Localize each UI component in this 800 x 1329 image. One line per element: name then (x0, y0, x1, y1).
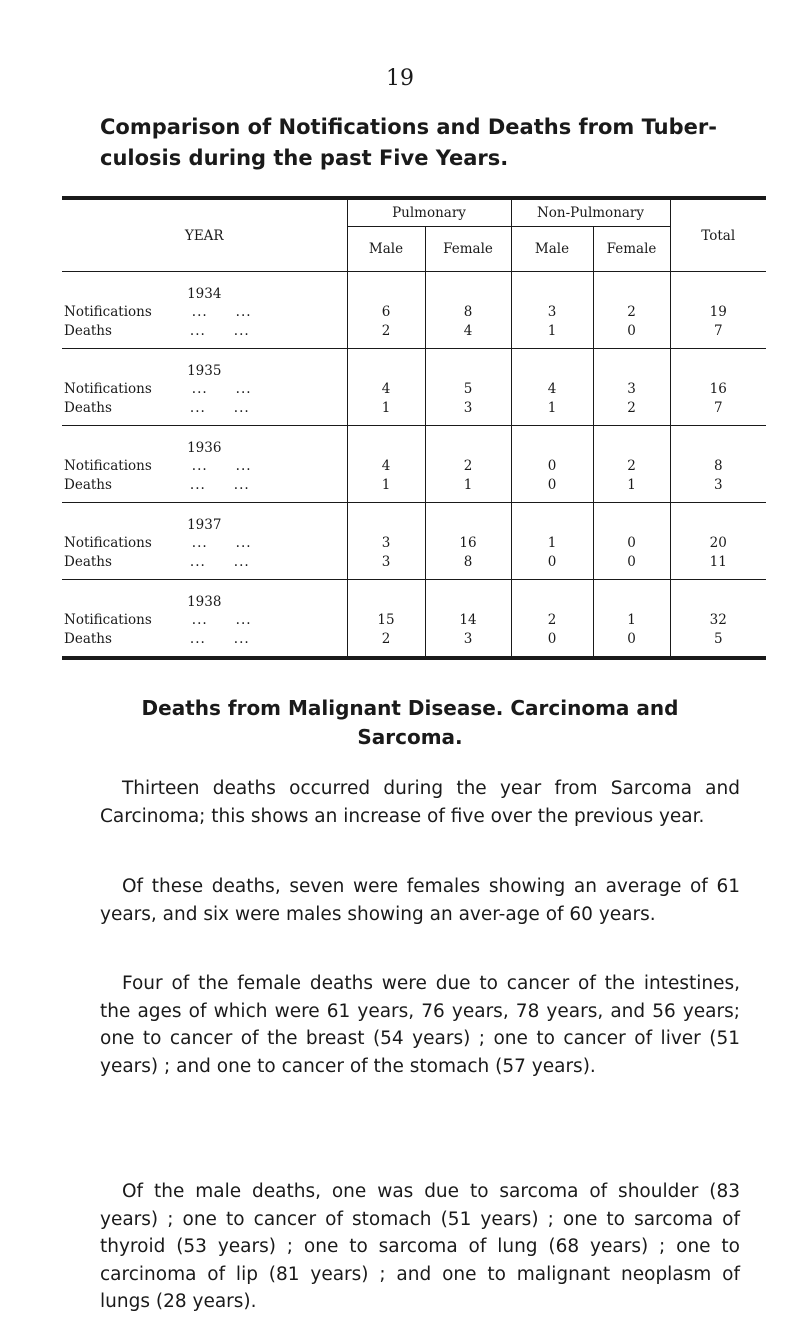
cell-value: 19 (670, 302, 766, 321)
year-label: 1936 (187, 440, 222, 456)
cell-value: 0 (593, 552, 670, 580)
year-row (62, 426, 766, 457)
cell-value: 0 (511, 552, 593, 580)
row-label: Notifications ... ... (64, 303, 252, 320)
row-label: Deaths ... ... (62, 552, 347, 580)
year-label: 1935 (187, 363, 222, 379)
year-row (62, 580, 766, 611)
notifications-row (62, 302, 766, 321)
cell-value: 3 (593, 379, 670, 398)
non-pulmonary-header: Non-Pulmonary (511, 198, 670, 227)
row-label: Deaths ... ... (62, 321, 347, 349)
row-label: Notifications ... ... (64, 534, 252, 551)
cell-value: 3 (347, 533, 425, 552)
notifications-row (62, 610, 766, 629)
year-row (62, 503, 766, 534)
row-label: Deaths ... ... (62, 398, 347, 426)
cell-value: 1 (347, 475, 425, 503)
cell-value: 0 (511, 456, 593, 475)
cell-value: 5 (425, 379, 511, 398)
paragraph-3: Four of the female deaths were due to cancer of the intestines, the ages of which were 61 years, 76 years, 78 years, and 56 years; one to cancer of the breast (54 years) ; one to cancer of liver (51 years) ; and one to cancer of the stomach (57 years). (100, 973, 740, 1077)
cell-value: 1 (511, 321, 593, 349)
year-header: YEAR (62, 198, 347, 272)
cell-value: 0 (593, 629, 670, 658)
cell-value: 8 (425, 552, 511, 580)
deaths-row (62, 552, 766, 580)
cell-value: 1 (511, 533, 593, 552)
cell-value: 0 (511, 629, 593, 658)
row-label: Deaths ... ... (62, 475, 347, 503)
deaths-row (62, 475, 766, 503)
total-header: Total (670, 198, 766, 272)
non-pulmonary-female-header: Female (593, 227, 670, 272)
cell-value: 4 (511, 379, 593, 398)
cell-value: 20 (670, 533, 766, 552)
cell-value: 16 (670, 379, 766, 398)
cell-value: 2 (593, 456, 670, 475)
cell-value: 3 (425, 629, 511, 658)
cell-value: 3 (425, 398, 511, 426)
cell-value: 11 (670, 552, 766, 580)
cell-value: 1 (425, 475, 511, 503)
row-label: Notifications ... ... (64, 457, 252, 474)
cell-value: 1 (593, 610, 670, 629)
year-label: 1934 (187, 286, 222, 302)
paragraph-1: Thirteen deaths occurred during the year from Sarcoma and Carcinoma; this shows an increase of five over the previous year. (100, 778, 740, 827)
row-label: Notifications ... ... (64, 611, 252, 628)
deaths-row (62, 398, 766, 426)
cell-value: 6 (347, 302, 425, 321)
cell-value: 15 (347, 610, 425, 629)
year-row (62, 272, 766, 303)
cell-value: 2 (511, 610, 593, 629)
cell-value: 2 (593, 398, 670, 426)
row-label: Notifications ... ... (64, 380, 252, 397)
cell-value: 32 (670, 610, 766, 629)
cell-value: 1 (347, 398, 425, 426)
row-label: Deaths ... ... (62, 629, 347, 658)
non-pulmonary-male-header: Male (511, 227, 593, 272)
cell-value: 2 (593, 302, 670, 321)
cell-value: 0 (593, 533, 670, 552)
paragraph-4: Of the male deaths, one was due to sarcoma of shoulder (83 years) ; one to cancer of stomach (51 years) ; one to sarcoma of thyroid (53 years) ; one to sarcoma of lung (68 years) ; one to carcinoma of lip (81 years) ; and one to malignant neoplasm of lungs (28 years). (100, 1181, 740, 1312)
pulmonary-male-header: Male (347, 227, 425, 272)
cell-value: 4 (425, 321, 511, 349)
cell-value: 4 (347, 379, 425, 398)
year-label: 1937 (187, 517, 222, 533)
cell-value: 5 (670, 629, 766, 658)
deaths-row (62, 629, 766, 658)
cell-value: 7 (670, 398, 766, 426)
cell-value: 3 (511, 302, 593, 321)
deaths-row (62, 321, 766, 349)
paragraph-2: Of these deaths, seven were females showing an average of 61 years, and six were males showing an aver-age of 60 years. (100, 876, 740, 925)
pulmonary-header: Pulmonary (347, 198, 511, 227)
cell-value: 2 (425, 456, 511, 475)
tuberculosis-table (62, 196, 766, 660)
year-label: 1938 (187, 594, 222, 610)
table-body (62, 272, 766, 659)
page-title: Comparison of Notifications and Deaths from Tuber-culosis during the past Five Years. (100, 115, 717, 170)
cell-value: 16 (425, 533, 511, 552)
cell-value: 8 (670, 456, 766, 475)
cell-value: 4 (347, 456, 425, 475)
comparison-table (62, 196, 766, 660)
cell-value: 3 (670, 475, 766, 503)
pulmonary-female-header: Female (425, 227, 511, 272)
notifications-row (62, 533, 766, 552)
cell-value: 0 (593, 321, 670, 349)
cell-value: 2 (347, 321, 425, 349)
section-heading: Deaths from Malignant Disease. Carcinoma and Sarcoma. (141, 696, 679, 749)
cell-value: 1 (593, 475, 670, 503)
cell-value: 0 (511, 475, 593, 503)
page-number: 19 (386, 66, 414, 91)
cell-value: 3 (347, 552, 425, 580)
cell-value: 7 (670, 321, 766, 349)
notifications-row (62, 456, 766, 475)
cell-value: 14 (425, 610, 511, 629)
cell-value: 8 (425, 302, 511, 321)
cell-value: 2 (347, 629, 425, 658)
year-row (62, 349, 766, 380)
cell-value: 1 (511, 398, 593, 426)
notifications-row (62, 379, 766, 398)
